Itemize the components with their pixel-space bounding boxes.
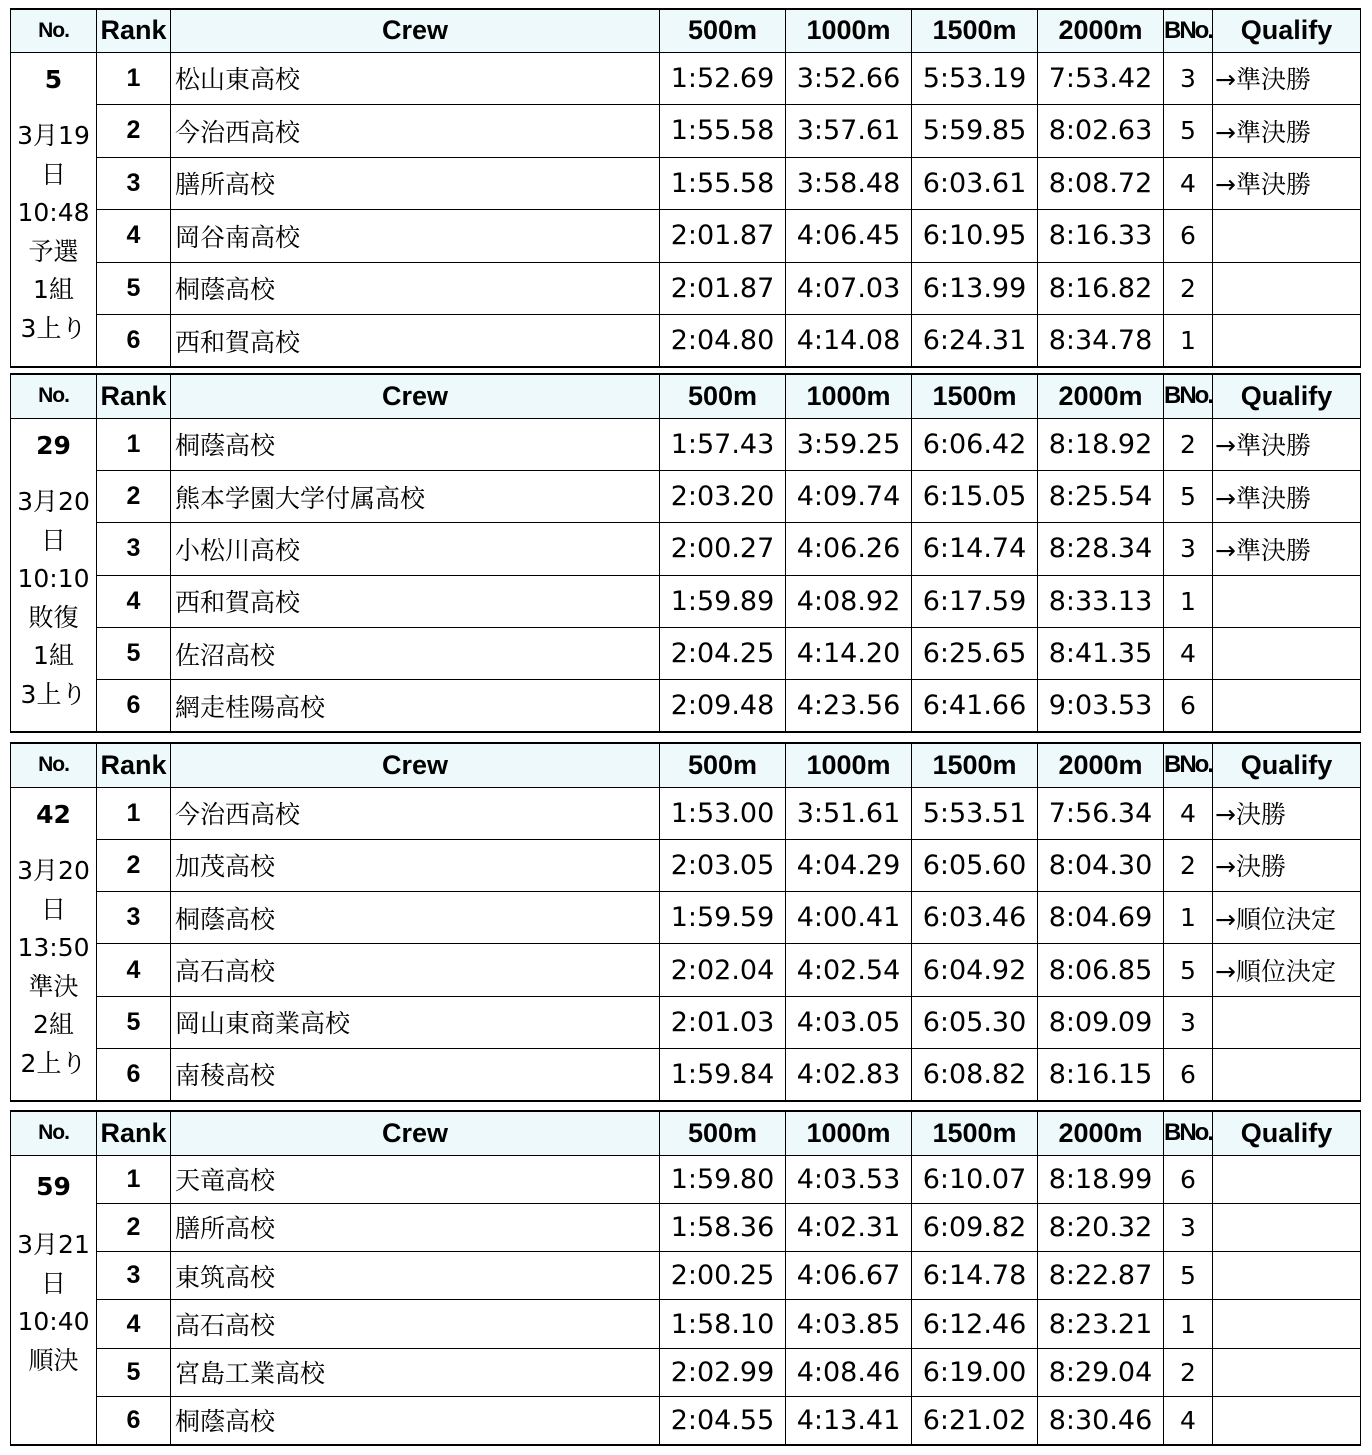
qualify-cell: →決勝	[1213, 839, 1361, 891]
bow-number-cell: 2	[1164, 1348, 1213, 1396]
table-row	[11, 262, 1361, 315]
header-500m: 500m	[660, 1111, 786, 1155]
rank-cell: 3	[97, 1252, 171, 1300]
split-1500m-cell: 6:10.07	[912, 1155, 1038, 1203]
header-rank: Rank	[97, 743, 171, 787]
split-1000m-cell: 4:03.53	[786, 1155, 912, 1203]
header-row	[11, 1111, 1361, 1155]
race-info-line: 順決	[28, 1345, 79, 1375]
rank-cell: 5	[97, 628, 171, 680]
split-2000m-cell: 8:16.82	[1038, 262, 1164, 315]
bow-number-cell: 5	[1164, 1252, 1213, 1300]
bow-number-cell: 6	[1164, 1048, 1213, 1100]
crew-cell: 松山東高校	[171, 52, 660, 105]
bow-number-cell: 2	[1164, 839, 1213, 891]
split-1000m-cell: 4:03.05	[786, 996, 912, 1048]
split-1000m-cell: 4:06.67	[786, 1252, 912, 1300]
table-row	[11, 1300, 1361, 1348]
crew-cell: 膳所高校	[171, 157, 660, 210]
split-2000m-cell: 8:16.15	[1038, 1048, 1164, 1100]
rank-cell: 5	[97, 1348, 171, 1396]
race-table-29	[10, 373, 1360, 733]
race-info-line: 3月20	[17, 487, 90, 516]
race-table-42	[10, 742, 1360, 1102]
race-info-line: 3上り	[20, 679, 87, 709]
split-1000m-cell: 3:52.66	[786, 52, 912, 105]
qualify-cell	[1213, 1155, 1361, 1203]
qualify-cell	[1213, 1348, 1361, 1396]
split-500m-cell: 2:02.04	[660, 944, 786, 996]
qualify-cell	[1213, 315, 1361, 368]
rank-cell: 4	[97, 944, 171, 996]
race-info-line: 10:48	[17, 198, 90, 227]
qualify-cell: →順位決定	[1213, 892, 1361, 944]
race-number: 59	[36, 1171, 71, 1201]
table-row	[11, 157, 1361, 210]
qualify-cell	[1213, 996, 1361, 1048]
split-1500m-cell: 5:59.85	[912, 105, 1038, 158]
bow-number-cell: 2	[1164, 418, 1213, 470]
qualify-cell	[1213, 1203, 1361, 1251]
split-500m-cell: 2:00.25	[660, 1252, 786, 1300]
split-1000m-cell: 4:02.54	[786, 944, 912, 996]
header-crew: Crew	[171, 1111, 660, 1155]
table-row	[11, 996, 1361, 1048]
split-1500m-cell: 6:05.30	[912, 996, 1038, 1048]
split-500m-cell: 1:52.69	[660, 52, 786, 105]
header-qualify: Qualify	[1213, 743, 1361, 787]
split-500m-cell: 1:59.80	[660, 1155, 786, 1203]
split-2000m-cell: 8:04.30	[1038, 839, 1164, 891]
split-2000m-cell: 8:16.33	[1038, 210, 1164, 263]
header-qualify: Qualify	[1213, 9, 1361, 52]
rank-cell: 2	[97, 839, 171, 891]
bow-number-cell: 1	[1164, 575, 1213, 627]
split-1500m-cell: 6:08.82	[912, 1048, 1038, 1100]
bow-number-cell: 5	[1164, 470, 1213, 522]
split-2000m-cell: 8:18.99	[1038, 1155, 1164, 1203]
split-500m-cell: 2:03.20	[660, 470, 786, 522]
rank-cell: 6	[97, 680, 171, 732]
split-2000m-cell: 7:56.34	[1038, 787, 1164, 839]
rank-cell: 6	[97, 1396, 171, 1444]
split-500m-cell: 1:59.59	[660, 892, 786, 944]
header-1000m: 1000m	[786, 1111, 912, 1155]
header-crew: Crew	[171, 374, 660, 418]
rank-cell: 1	[97, 1155, 171, 1203]
split-500m-cell: 1:59.89	[660, 575, 786, 627]
split-2000m-cell: 8:06.85	[1038, 944, 1164, 996]
split-500m-cell: 1:55.58	[660, 157, 786, 210]
split-1000m-cell: 4:14.08	[786, 315, 912, 368]
split-500m-cell: 2:01.87	[660, 210, 786, 263]
qualify-cell: →決勝	[1213, 787, 1361, 839]
race-info-line: 2上り	[20, 1048, 87, 1078]
split-500m-cell: 2:00.27	[660, 523, 786, 575]
table-row	[11, 1155, 1361, 1203]
rank-cell: 1	[97, 52, 171, 105]
split-1500m-cell: 6:14.78	[912, 1252, 1038, 1300]
table-row	[11, 523, 1361, 575]
split-1500m-cell: 6:17.59	[912, 575, 1038, 627]
split-1500m-cell: 6:25.65	[912, 628, 1038, 680]
table-row	[11, 1203, 1361, 1251]
header-2000m: 2000m	[1038, 9, 1164, 52]
crew-cell: 岡山東商業高校	[171, 996, 660, 1048]
qualify-cell	[1213, 1252, 1361, 1300]
header-rank: Rank	[97, 1111, 171, 1155]
split-1500m-cell: 6:13.99	[912, 262, 1038, 315]
header-no: No.	[11, 374, 97, 418]
split-1000m-cell: 4:14.20	[786, 628, 912, 680]
rank-cell: 4	[97, 1300, 171, 1348]
split-500m-cell: 1:57.43	[660, 418, 786, 470]
split-1500m-cell: 6:09.82	[912, 1203, 1038, 1251]
split-1500m-cell: 6:15.05	[912, 470, 1038, 522]
split-2000m-cell: 8:02.63	[1038, 105, 1164, 158]
header-1000m: 1000m	[786, 743, 912, 787]
bow-number-cell: 4	[1164, 157, 1213, 210]
split-500m-cell: 2:03.05	[660, 839, 786, 891]
split-500m-cell: 2:01.87	[660, 262, 786, 315]
bow-number-cell: 4	[1164, 628, 1213, 680]
crew-cell: 西和賀高校	[171, 315, 660, 368]
split-2000m-cell: 8:30.46	[1038, 1396, 1164, 1444]
bow-number-cell: 3	[1164, 52, 1213, 105]
header-2000m: 2000m	[1038, 1111, 1164, 1155]
table-row	[11, 1396, 1361, 1444]
header-1500m: 1500m	[912, 374, 1038, 418]
race-info-line: 13:50	[17, 933, 90, 962]
header-row	[11, 743, 1361, 787]
split-1500m-cell: 6:10.95	[912, 210, 1038, 263]
header-crew: Crew	[171, 9, 660, 52]
qualify-cell	[1213, 575, 1361, 627]
qualify-cell: →準決勝	[1213, 105, 1361, 158]
split-500m-cell: 2:01.03	[660, 996, 786, 1048]
bow-number-cell: 6	[1164, 1155, 1213, 1203]
race-table-59	[10, 1110, 1360, 1446]
header-1000m: 1000m	[786, 9, 912, 52]
qualify-cell: →準決勝	[1213, 418, 1361, 470]
table-row	[11, 105, 1361, 158]
race-info-line: 1組	[33, 641, 74, 670]
race-info-line: 3月20	[17, 856, 90, 885]
split-2000m-cell: 9:03.53	[1038, 680, 1164, 732]
split-1000m-cell: 3:58.48	[786, 157, 912, 210]
header-500m: 500m	[660, 743, 786, 787]
rank-cell: 6	[97, 1048, 171, 1100]
split-1500m-cell: 6:14.74	[912, 523, 1038, 575]
header-bno: BNo.	[1164, 743, 1213, 787]
bow-number-cell: 6	[1164, 680, 1213, 732]
crew-cell: 今治西高校	[171, 787, 660, 839]
split-1000m-cell: 4:04.29	[786, 839, 912, 891]
header-1500m: 1500m	[912, 9, 1038, 52]
split-1000m-cell: 3:59.25	[786, 418, 912, 470]
split-2000m-cell: 8:28.34	[1038, 523, 1164, 575]
table-row	[11, 1252, 1361, 1300]
qualify-cell	[1213, 210, 1361, 263]
race-info-line: 敗復	[28, 602, 79, 632]
race-info-line: 準決	[28, 971, 79, 1001]
bow-number-cell: 5	[1164, 105, 1213, 158]
bow-number-cell: 6	[1164, 210, 1213, 263]
bow-number-cell: 4	[1164, 1396, 1213, 1444]
rank-cell: 2	[97, 470, 171, 522]
split-2000m-cell: 8:04.69	[1038, 892, 1164, 944]
split-2000m-cell: 8:20.32	[1038, 1203, 1164, 1251]
race-info-line: 日	[40, 1268, 66, 1298]
table-row	[11, 944, 1361, 996]
header-qualify: Qualify	[1213, 1111, 1361, 1155]
split-1000m-cell: 4:02.83	[786, 1048, 912, 1100]
split-500m-cell: 1:53.00	[660, 787, 786, 839]
rank-cell: 1	[97, 787, 171, 839]
split-2000m-cell: 8:22.87	[1038, 1252, 1164, 1300]
split-1500m-cell: 6:03.61	[912, 157, 1038, 210]
header-bno: BNo.	[1164, 1111, 1213, 1155]
split-1000m-cell: 4:00.41	[786, 892, 912, 944]
table-row	[11, 315, 1361, 368]
header-qualify: Qualify	[1213, 374, 1361, 418]
race-table-5	[10, 8, 1360, 368]
crew-cell: 佐沼高校	[171, 628, 660, 680]
qualify-cell: →順位決定	[1213, 944, 1361, 996]
header-crew: Crew	[171, 743, 660, 787]
race-info-line: 予選	[28, 236, 79, 266]
qualify-cell: →準決勝	[1213, 470, 1361, 522]
header-1000m: 1000m	[786, 374, 912, 418]
qualify-cell	[1213, 1048, 1361, 1100]
split-1500m-cell: 6:21.02	[912, 1396, 1038, 1444]
crew-cell: 今治西高校	[171, 105, 660, 158]
split-1000m-cell: 4:13.41	[786, 1396, 912, 1444]
rank-cell: 3	[97, 157, 171, 210]
race-info-line: 2組	[33, 1010, 74, 1039]
header-rank: Rank	[97, 374, 171, 418]
header-no: No.	[11, 743, 97, 787]
bow-number-cell: 3	[1164, 523, 1213, 575]
crew-cell: 南稜高校	[171, 1048, 660, 1100]
split-1000m-cell: 4:02.31	[786, 1203, 912, 1251]
header-2000m: 2000m	[1038, 374, 1164, 418]
rank-cell: 1	[97, 418, 171, 470]
split-1500m-cell: 5:53.19	[912, 52, 1038, 105]
rank-cell: 3	[97, 892, 171, 944]
crew-cell: 膳所高校	[171, 1203, 660, 1251]
split-1500m-cell: 6:19.00	[912, 1348, 1038, 1396]
split-2000m-cell: 8:34.78	[1038, 315, 1164, 368]
crew-cell: 網走桂陽高校	[171, 680, 660, 732]
header-500m: 500m	[660, 374, 786, 418]
table-row	[11, 628, 1361, 680]
table-row	[11, 1048, 1361, 1100]
split-500m-cell: 2:04.55	[660, 1396, 786, 1444]
table-row	[11, 680, 1361, 732]
crew-cell: 岡谷南高校	[171, 210, 660, 263]
race-info-line: 3上り	[20, 313, 87, 343]
race-info-line: 日	[40, 894, 66, 924]
bow-number-cell: 2	[1164, 262, 1213, 315]
crew-cell: 桐蔭高校	[171, 892, 660, 944]
split-1000m-cell: 4:08.46	[786, 1348, 912, 1396]
split-2000m-cell: 8:23.21	[1038, 1300, 1164, 1348]
split-1500m-cell: 6:12.46	[912, 1300, 1038, 1348]
race-number: 5	[44, 64, 63, 94]
qualify-cell	[1213, 1396, 1361, 1444]
split-1500m-cell: 6:24.31	[912, 315, 1038, 368]
split-2000m-cell: 8:41.35	[1038, 628, 1164, 680]
split-500m-cell: 1:59.84	[660, 1048, 786, 1100]
qualify-cell: →準決勝	[1213, 157, 1361, 210]
split-500m-cell: 2:09.48	[660, 680, 786, 732]
qualify-cell	[1213, 262, 1361, 315]
table-row	[11, 418, 1361, 470]
split-1000m-cell: 4:07.03	[786, 262, 912, 315]
table-row	[11, 892, 1361, 944]
split-1000m-cell: 4:06.26	[786, 523, 912, 575]
header-1500m: 1500m	[912, 1111, 1038, 1155]
split-500m-cell: 2:04.80	[660, 315, 786, 368]
race-info-line: 3月19	[17, 121, 90, 150]
table-row	[11, 470, 1361, 522]
split-2000m-cell: 8:08.72	[1038, 157, 1164, 210]
rank-cell: 5	[97, 262, 171, 315]
qualify-cell	[1213, 1300, 1361, 1348]
race-info-cell	[11, 787, 97, 1101]
split-1000m-cell: 4:03.85	[786, 1300, 912, 1348]
race-info-line: 日	[40, 525, 66, 555]
split-2000m-cell: 8:18.92	[1038, 418, 1164, 470]
crew-cell: 高石高校	[171, 944, 660, 996]
race-number: 29	[36, 430, 71, 460]
crew-cell: 高石高校	[171, 1300, 660, 1348]
split-500m-cell: 1:58.36	[660, 1203, 786, 1251]
split-1000m-cell: 3:57.61	[786, 105, 912, 158]
header-no: No.	[11, 1111, 97, 1155]
split-1000m-cell: 4:09.74	[786, 470, 912, 522]
split-1500m-cell: 6:06.42	[912, 418, 1038, 470]
table-row	[11, 787, 1361, 839]
rank-cell: 5	[97, 996, 171, 1048]
race-info-line: 1組	[33, 275, 74, 304]
split-500m-cell: 2:04.25	[660, 628, 786, 680]
split-500m-cell: 1:55.58	[660, 105, 786, 158]
split-500m-cell: 1:58.10	[660, 1300, 786, 1348]
header-row	[11, 9, 1361, 52]
qualify-cell	[1213, 680, 1361, 732]
crew-cell: 熊本学園大学付属高校	[171, 470, 660, 522]
table-row	[11, 839, 1361, 891]
qualify-cell: →準決勝	[1213, 523, 1361, 575]
bow-number-cell: 1	[1164, 315, 1213, 368]
split-1000m-cell: 4:06.45	[786, 210, 912, 263]
bow-number-cell: 1	[1164, 1300, 1213, 1348]
rank-cell: 3	[97, 523, 171, 575]
race-info-cell	[11, 1155, 97, 1445]
table-row	[11, 210, 1361, 263]
bow-number-cell: 4	[1164, 787, 1213, 839]
crew-cell: 桐蔭高校	[171, 418, 660, 470]
header-1500m: 1500m	[912, 743, 1038, 787]
bow-number-cell: 1	[1164, 892, 1213, 944]
split-1500m-cell: 6:05.60	[912, 839, 1038, 891]
table-row	[11, 575, 1361, 627]
crew-cell: 西和賀高校	[171, 575, 660, 627]
race-info-line: 日	[40, 159, 66, 189]
rank-cell: 2	[97, 105, 171, 158]
split-1500m-cell: 6:04.92	[912, 944, 1038, 996]
crew-cell: 東筑高校	[171, 1252, 660, 1300]
table-row	[11, 52, 1361, 105]
header-rank: Rank	[97, 9, 171, 52]
bow-number-cell: 3	[1164, 1203, 1213, 1251]
race-info-cell	[11, 52, 97, 367]
qualify-cell	[1213, 628, 1361, 680]
crew-cell: 桐蔭高校	[171, 1396, 660, 1444]
bow-number-cell: 3	[1164, 996, 1213, 1048]
rank-cell: 6	[97, 315, 171, 368]
split-500m-cell: 2:02.99	[660, 1348, 786, 1396]
bow-number-cell: 5	[1164, 944, 1213, 996]
crew-cell: 加茂高校	[171, 839, 660, 891]
split-1500m-cell: 6:41.66	[912, 680, 1038, 732]
split-2000m-cell: 7:53.42	[1038, 52, 1164, 105]
table-row	[11, 1348, 1361, 1396]
rank-cell: 4	[97, 575, 171, 627]
crew-cell: 天竜高校	[171, 1155, 660, 1203]
crew-cell: 小松川高校	[171, 523, 660, 575]
split-2000m-cell: 8:33.13	[1038, 575, 1164, 627]
header-500m: 500m	[660, 9, 786, 52]
header-no: No.	[11, 9, 97, 52]
race-info-line: 10:10	[17, 564, 90, 593]
crew-cell: 桐蔭高校	[171, 262, 660, 315]
split-1000m-cell: 4:08.92	[786, 575, 912, 627]
split-1000m-cell: 3:51.61	[786, 787, 912, 839]
rank-cell: 2	[97, 1203, 171, 1251]
split-2000m-cell: 8:25.54	[1038, 470, 1164, 522]
qualify-cell: →準決勝	[1213, 52, 1361, 105]
race-number: 42	[36, 799, 71, 829]
race-info-line: 3月21	[17, 1230, 90, 1259]
split-2000m-cell: 8:29.04	[1038, 1348, 1164, 1396]
race-info-cell	[11, 418, 97, 732]
header-2000m: 2000m	[1038, 743, 1164, 787]
crew-cell: 宮島工業高校	[171, 1348, 660, 1396]
rank-cell: 4	[97, 210, 171, 263]
header-row	[11, 374, 1361, 418]
split-1500m-cell: 6:03.46	[912, 892, 1038, 944]
header-bno: BNo.	[1164, 9, 1213, 52]
race-info-line: 10:40	[17, 1307, 90, 1336]
split-2000m-cell: 8:09.09	[1038, 996, 1164, 1048]
split-1500m-cell: 5:53.51	[912, 787, 1038, 839]
header-bno: BNo.	[1164, 374, 1213, 418]
split-1000m-cell: 4:23.56	[786, 680, 912, 732]
